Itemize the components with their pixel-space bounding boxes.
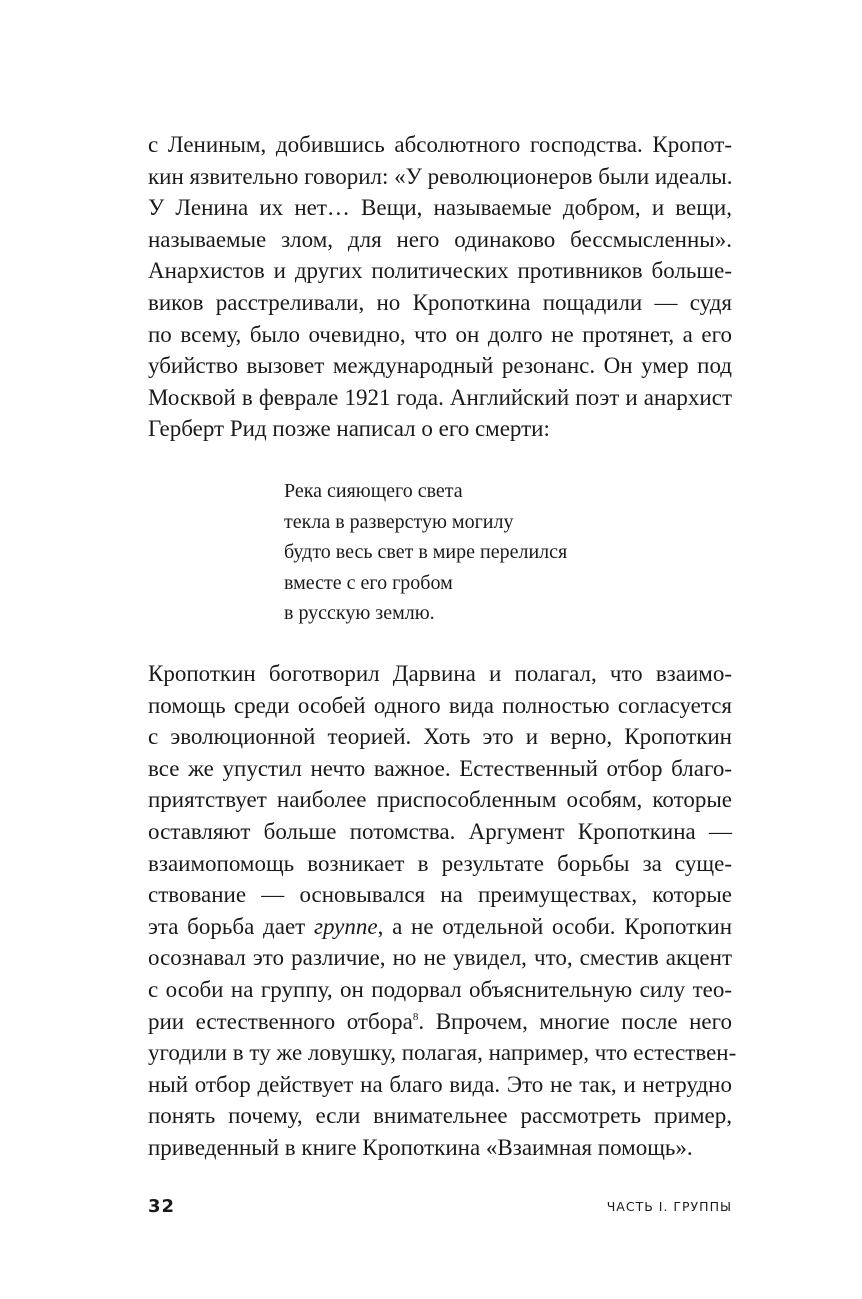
text-line: виков расстреливали, но Кропоткина пощадили — судя bbox=[148, 289, 732, 315]
text-line: осознавал это различие, но не увидел, что, сместив акцент bbox=[148, 945, 732, 971]
text-line-with-footnote bbox=[148, 1006, 732, 1038]
footnote-marker[interactable]: 8 bbox=[412, 1010, 419, 1023]
poem-line: вместе с его гробом bbox=[284, 571, 453, 594]
text-line: оставляют больше потомства. Аргумент Кропоткина — bbox=[148, 818, 732, 844]
poem-line: в русскую землю. bbox=[284, 602, 435, 625]
text-line: с эволюционной теорией. Хоть это и верно, Кропоткин bbox=[148, 724, 732, 750]
text-line: Герберт Рид позже написал о его смерти: bbox=[148, 416, 550, 442]
text-line: помощь среди особей одного вида полностью согласуется bbox=[148, 692, 732, 718]
text-run: , а не отдельной особи. Кропоткин bbox=[377, 913, 732, 939]
text-line: приятствует наиболее приспособленным особям, которые bbox=[148, 787, 732, 813]
page-number: 32 bbox=[148, 1196, 176, 1217]
text-line: убийство вызовет международный резонанс. Он умер под bbox=[148, 353, 732, 379]
text-line: угодили в ту же ловушку, полагая, например, что естествен- bbox=[148, 1040, 737, 1066]
text-line: ствование — основывался на преимуществах, которые bbox=[148, 882, 732, 908]
italic-emphasis: группе bbox=[313, 913, 378, 939]
text-line: по всему, было очевидно, что он долго не протянет, а его bbox=[148, 321, 732, 347]
text-line: Анархистов и других политических противников больше- bbox=[148, 258, 732, 284]
text-run: эта борьба дает bbox=[148, 913, 314, 939]
text-line: называемые злом, для него одинаково бессмысленны». bbox=[148, 226, 732, 252]
poem-line: будто весь свет в мире перелился bbox=[284, 541, 568, 564]
poem-line: Река сияющего света bbox=[284, 480, 463, 502]
text-line: кин язвительно говорил: «У революционеров были идеалы. bbox=[148, 163, 733, 189]
text-line: Москвой в феврале 1921 года. Английский поэт и анархист bbox=[148, 384, 732, 410]
text-line: все же упустил нечто важное. Естественный отбор благо- bbox=[148, 755, 732, 781]
text-line: взаимопомощь возникает в результате борьбы за суще- bbox=[148, 850, 732, 876]
text-line: с Лениным, добившись абсолютного господства. Кропот- bbox=[148, 132, 732, 157]
paragraph-2 bbox=[148, 658, 737, 1164]
text-line: с особи на группу, он подорвал объяснительную силу тео- bbox=[148, 976, 732, 1002]
running-head: ЧАСТЬ I. ГРУППЫ bbox=[606, 1199, 732, 1214]
paragraph-1 bbox=[148, 129, 732, 445]
text-line: ный отбор действует на благо вида. Это не так, и нетрудно bbox=[148, 1071, 732, 1097]
text-line: понять почему, если внимательнее рассмотреть пример, bbox=[148, 1103, 732, 1129]
poem-line: текла в разверстую могилу bbox=[284, 510, 514, 533]
text-line: приведенный в книге Кропоткина «Взаимная помощь». bbox=[148, 1134, 693, 1160]
poem-quote bbox=[284, 476, 704, 629]
text-line: У Ленина их нет… Вещи, называемые добром, и вещи, bbox=[148, 195, 732, 221]
text-run: рии естественного отбора bbox=[148, 1008, 413, 1034]
text-line: Кропоткин боготворил Дарвина и полагал, что взаимо- bbox=[148, 661, 732, 686]
text-line-with-italic bbox=[148, 911, 732, 943]
text-run: . Впрочем, многие после него bbox=[418, 1008, 732, 1034]
